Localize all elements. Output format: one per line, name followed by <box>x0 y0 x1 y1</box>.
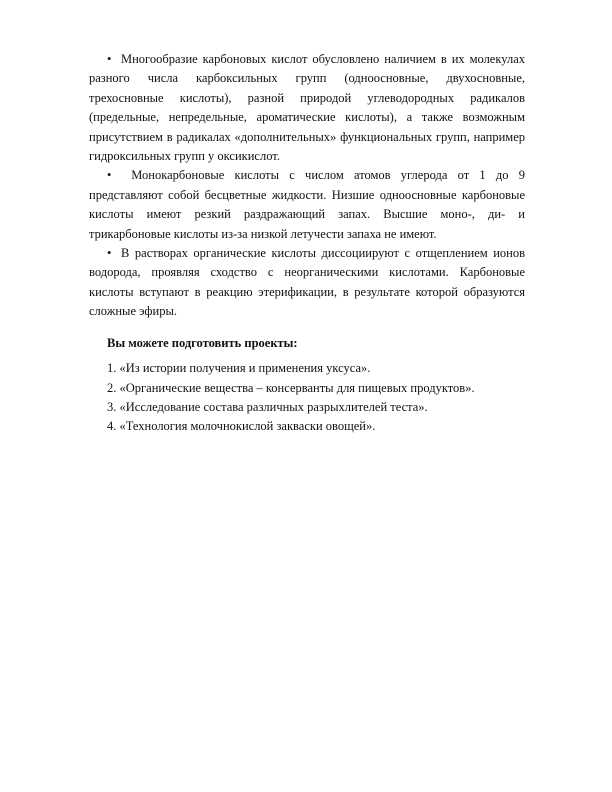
project-item: 3. «Исследование состава различных разрыхлителей теста». <box>107 399 428 414</box>
paragraph-dissociation <box>89 244 525 322</box>
paragraph-text: В растворах органические кислоты диссоциируют с отщеплением ионов водорода, проявляя сходство с неорганическими кислотами. Карбоновые кислоты вступают в реакцию этерификации, в результате которой образуются сложные эфиры. <box>89 246 525 319</box>
bullet-icon: • <box>107 246 112 261</box>
paragraph-diversity <box>89 50 525 166</box>
paragraph-monocarboxylic <box>89 166 525 244</box>
document-body <box>89 50 525 437</box>
bullet-icon: • <box>107 52 112 66</box>
bullet-icon: • <box>107 168 112 183</box>
project-item: 1. «Из истории получения и применения уксуса». <box>107 361 371 376</box>
project-item: 4. «Технология молочнокислой закваски овощей». <box>107 419 376 434</box>
projects-heading: Вы можете подготовить проекты: <box>107 335 298 350</box>
project-item: 2. «Органические вещества – консерванты для пищевых продуктов». <box>107 380 475 395</box>
paragraph-text: Монокарбоновые кислоты с числом атомов углерода от 1 до 9 представляют собой бесцветные жидкости. Низшие одноосновные карбоновые кислоты имеют резкий раздражающий запах. Высшие моно-, ди- и трикарбоновые кислоты из-за низкой летучести запаха не имеют. <box>89 168 525 241</box>
paragraph-text: Многообразие карбоновых кислот обусловлено наличием в их молекулах разного числа карбоксильных групп (одноосновные, двухосновные, трехосновные кислоты), разной природой углеводородных радикалов (предельные, непредельные, ароматические кислоты), а также возможным присутствием в радикалах «дополнительных» функциональных групп, например гидроксильных групп у оксикислот. <box>89 52 525 164</box>
